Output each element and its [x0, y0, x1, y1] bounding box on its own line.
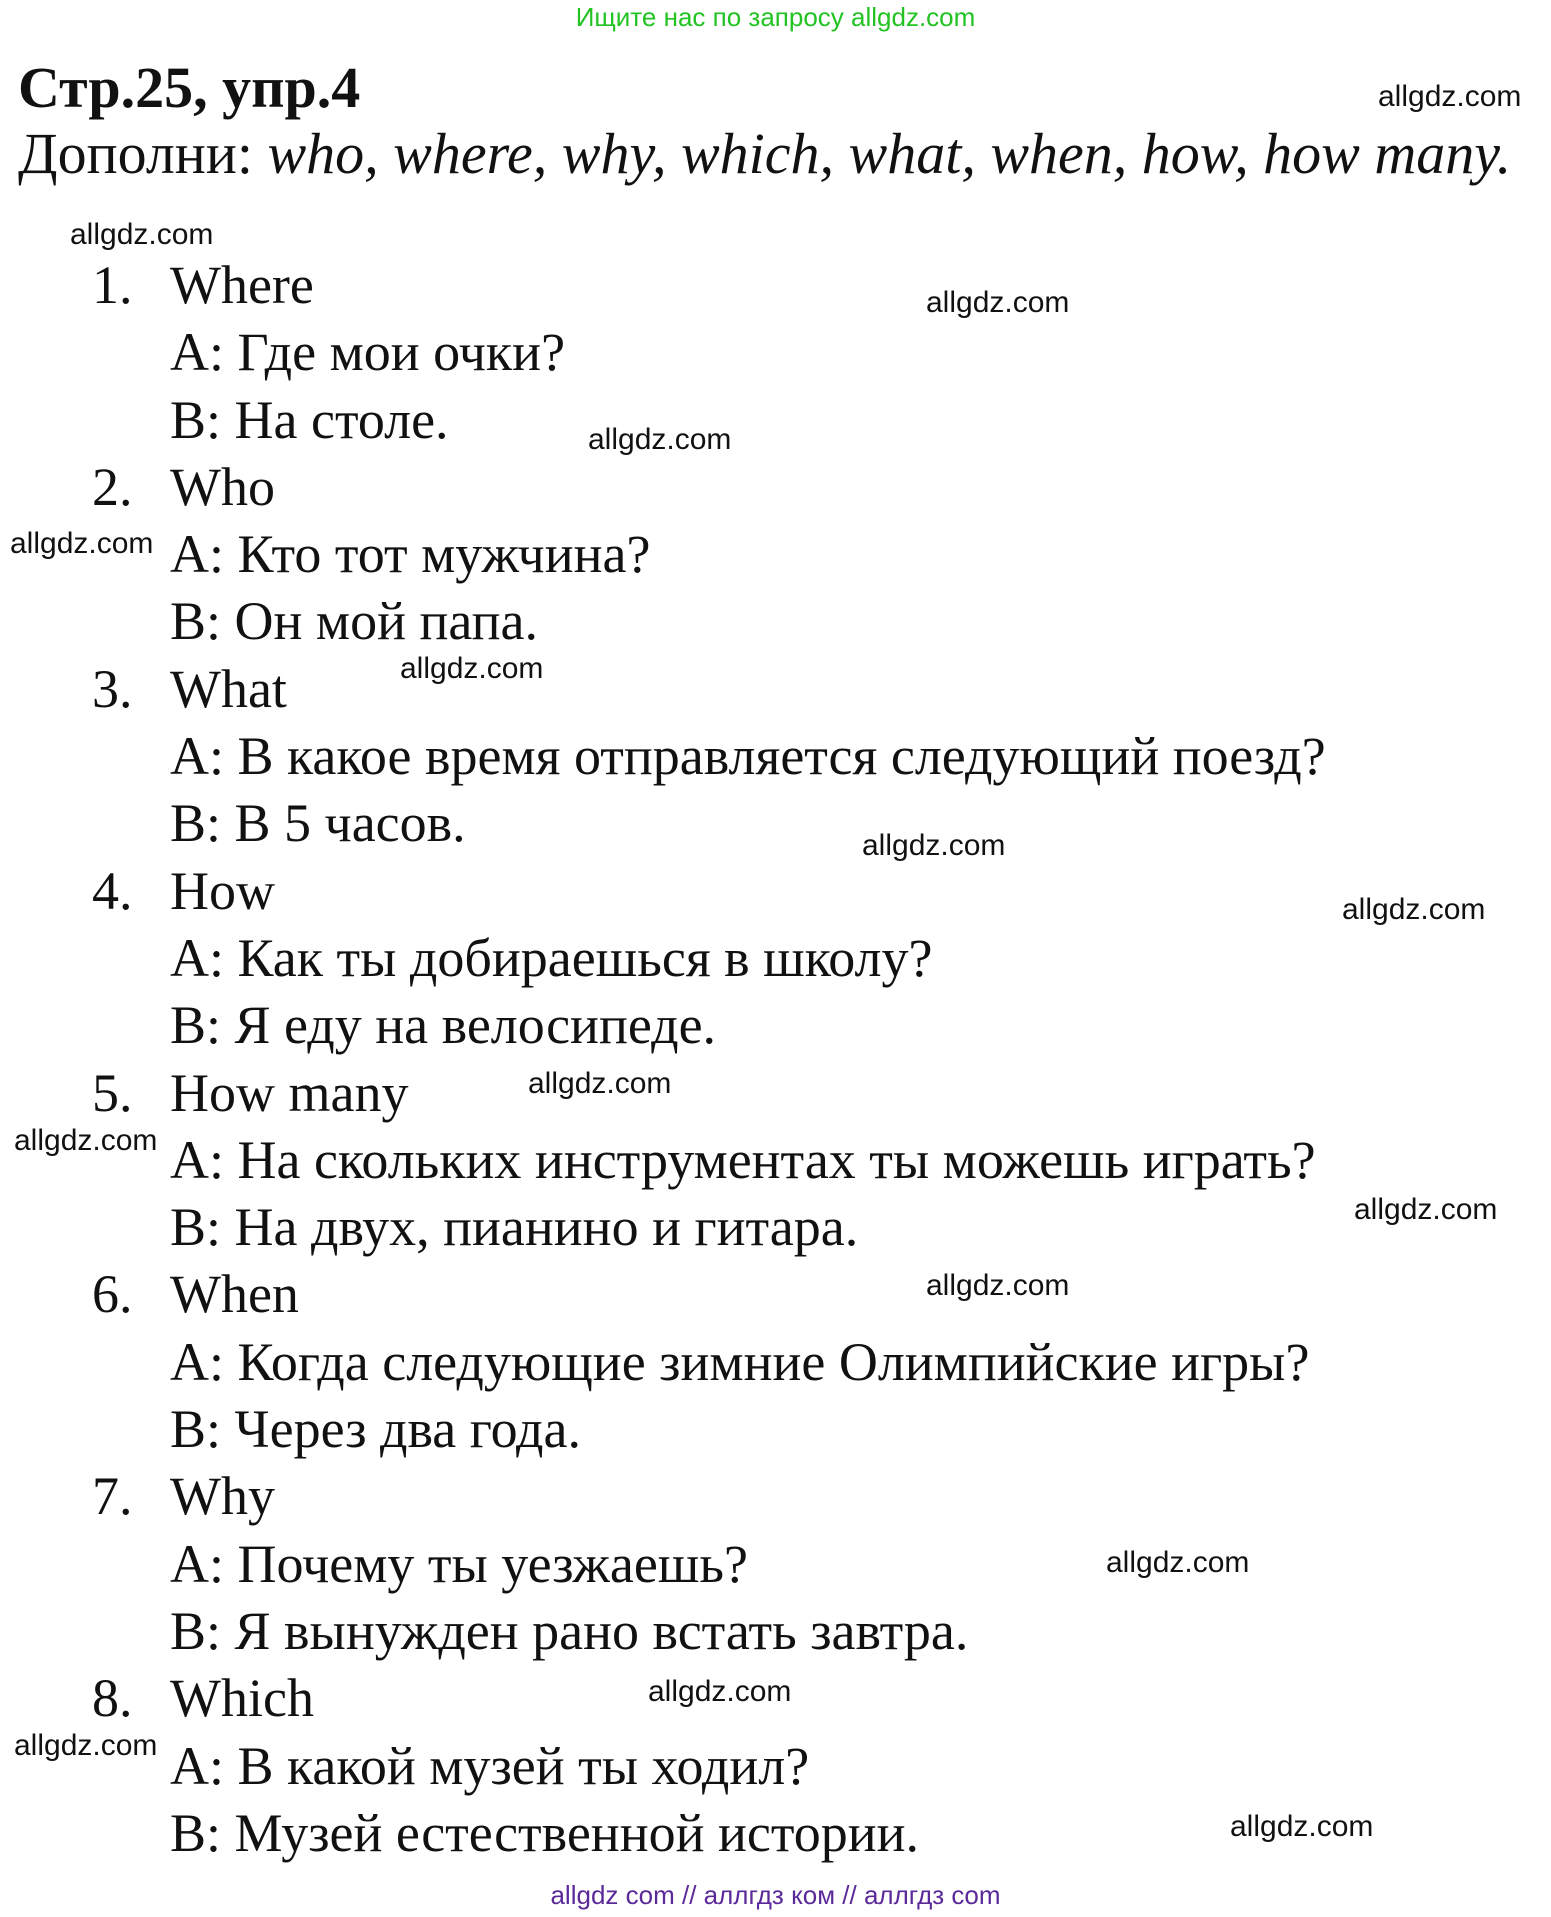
- item-answer: Who: [170, 456, 275, 517]
- instruction-words: who, where, why, which, what, when, how, how many.: [267, 121, 1512, 186]
- exercise-item-5: [0, 1060, 1551, 1262]
- dialog-line-a: А: Кто тот мужчина?: [170, 524, 651, 585]
- watermark: allgdz.com: [588, 423, 732, 456]
- watermark: allgdz.com: [926, 1269, 1070, 1302]
- top-banner: Ищите нас по запросу allgdz.com: [575, 2, 976, 32]
- instruction: [18, 122, 1511, 186]
- item-answer: What: [170, 658, 287, 719]
- exercise-item-2: [0, 454, 1551, 656]
- item-answer: Where: [170, 255, 314, 315]
- item-answer: How many: [170, 1062, 409, 1123]
- watermark: allgdz.com: [1342, 893, 1486, 926]
- watermark: allgdz.com: [528, 1067, 672, 1100]
- watermark: allgdz.com: [400, 652, 544, 685]
- item-number: 4.: [92, 860, 133, 921]
- exercise-item-1: [0, 252, 1551, 454]
- watermark: allgdz.com: [14, 1729, 158, 1762]
- watermark: allgdz.com: [70, 218, 214, 251]
- dialog-line-a: А: Где мои очки?: [170, 322, 566, 383]
- dialog-line-b: В: Он мой папа.: [170, 591, 539, 652]
- item-answer: Which: [170, 1668, 314, 1729]
- exercise-list: [0, 252, 1551, 1867]
- item-answer: Why: [170, 1466, 275, 1527]
- item-number: 2.: [92, 456, 133, 517]
- exercise-item-4: [0, 858, 1551, 1060]
- dialog-line-b: В: Через два года.: [170, 1399, 581, 1460]
- item-number: 8.: [92, 1668, 133, 1729]
- dialog-line-a: А: В какой музей ты ходил?: [170, 1735, 810, 1796]
- item-number: 6.: [92, 1264, 133, 1325]
- item-answer: How: [170, 860, 275, 921]
- item-answer: When: [170, 1264, 299, 1325]
- item-number: 5.: [92, 1062, 133, 1123]
- exercise-item-7: [0, 1463, 1551, 1665]
- watermark: allgdz.com: [1106, 1546, 1250, 1579]
- watermark: allgdz.com: [1378, 80, 1522, 113]
- watermark: allgdz.com: [926, 286, 1070, 319]
- watermark: allgdz.com: [862, 829, 1006, 862]
- page-title: Стр.25, упр.4: [18, 55, 361, 120]
- dialog-line-a: А: На скольких инструментах ты можешь играть?: [170, 1129, 1316, 1190]
- dialog-line-a: А: Как ты добираешься в школу?: [170, 927, 933, 988]
- dialog-line-b: В: В 5 часов.: [170, 793, 466, 854]
- exercise-item-6: [0, 1261, 1551, 1463]
- dialog-line-b: В: Я вынужден рано встать завтра.: [170, 1600, 969, 1661]
- dialog-line-b: В: На столе.: [170, 389, 449, 450]
- dialog-line-a: А: Когда следующие зимние Олимпийские игры?: [170, 1331, 1310, 1392]
- footer-text: allgdz com // аллгдз ком // аллгдз com: [550, 1880, 1001, 1910]
- watermark: allgdz.com: [1230, 1810, 1374, 1843]
- watermark: allgdz.com: [10, 527, 154, 560]
- instruction-prefix: Дополни:: [18, 121, 268, 186]
- watermark: allgdz.com: [648, 1675, 792, 1708]
- exercise-item-3: [0, 656, 1551, 858]
- dialog-line-a: А: Почему ты уезжаешь?: [170, 1533, 748, 1594]
- dialog-line-a: А: В какое время отправляется следующий поезд?: [170, 726, 1326, 787]
- watermark: allgdz.com: [14, 1124, 158, 1157]
- dialog-line-b: В: Я еду на велосипеде.: [170, 995, 717, 1056]
- item-number: 3.: [92, 658, 133, 719]
- dialog-line-b: В: Музей естественной истории.: [170, 1802, 920, 1863]
- watermark: allgdz.com: [1354, 1193, 1498, 1226]
- item-number: 1.: [92, 255, 133, 315]
- dialog-line-b: В: На двух, пианино и гитара.: [170, 1197, 859, 1258]
- item-number: 7.: [92, 1466, 133, 1527]
